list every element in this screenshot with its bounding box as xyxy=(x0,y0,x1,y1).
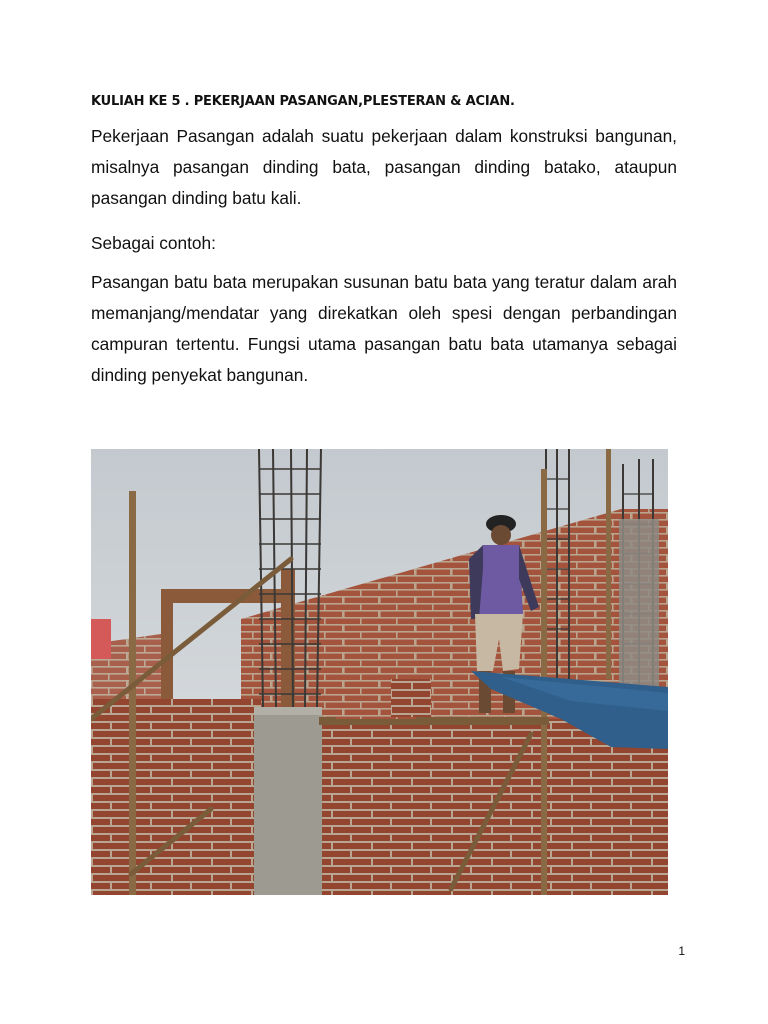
document-heading: KULIAH KE 5 . PEKERJAAN PASANGAN,PLESTERAN & ACIAN. xyxy=(91,94,515,109)
page-number: 1 xyxy=(678,944,685,958)
paragraph-brick-description: Pasangan batu bata merupakan susunan batu bata yang teratur dalam arah memanjang/mendatar yang direkatkan oleh spesi dengan perbandingan campuran tertentu. Fungsi utama pasangan batu bata utamanya sebagai dinding penyekat bangunan. xyxy=(91,272,677,385)
paragraph-definition: Pekerjaan Pasangan adalah suatu pekerjaan dalam konstruksi bangunan, misalnya pasangan dinding bata, pasangan dinding batako, ataupun pasangan dinding batu kali. xyxy=(91,126,677,208)
construction-photo xyxy=(91,449,668,895)
paragraph-example-label: Sebagai contoh: xyxy=(91,233,216,253)
